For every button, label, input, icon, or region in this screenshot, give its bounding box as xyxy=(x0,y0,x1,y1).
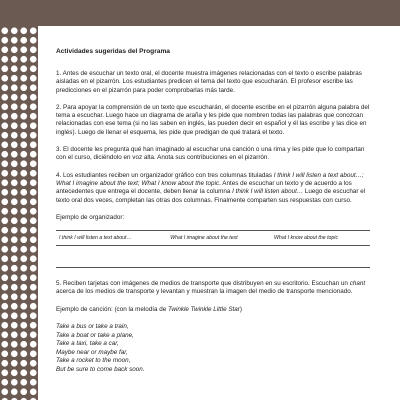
activity-2: 2. Para apoyar la comprensión de un texto que escucharán, el docente escribe en el pizarrón alguna palabra del tema a escuchar. Luego hace un diagrama de araña y les pide que nombren todas las palabras que conozcan relacionadas con ese tema (si no las saben en inglés, las pueden decir en español y él las escribe y las dice en inglés). Luego de llenar el esquema, les pide que predigan de qué tratará el texto. xyxy=(56,103,370,136)
activity-4-text-c: . Antes de escuchar un texto y de acuerdo a los antecedentes que entrega el docente, deben llenar la columna xyxy=(56,179,352,196)
song-lyrics xyxy=(56,323,370,375)
organizer-header-2: What I imagine about the text xyxy=(167,231,271,246)
organizer-cell xyxy=(167,246,271,268)
activity-5-chant: chant xyxy=(349,280,366,288)
organizer-label: Ejemplo de organizador: xyxy=(56,213,125,221)
organizer-header-1: I think I will listen a text about… xyxy=(56,231,167,246)
activity-4-text-a: 4. Los estudiantes reciben un organizador gráfico con tres columnas tituladas xyxy=(56,171,274,179)
song-line: Take a boat or take a plane, xyxy=(56,331,134,339)
organizer-empty-row xyxy=(56,246,370,268)
activity-5-text-c: acerca de los medios de transporte y levantan y muestran la imagen del medio de transporte mencionado. xyxy=(56,288,353,296)
activity-4-text-e: Luego de escuchar el texto oral dos veces, completan las otras dos columnas. Finalmente comparten sus respuestas con curso. xyxy=(56,188,366,204)
activity-4-first-column: I think I will listen about… xyxy=(232,188,304,196)
organizer-cell xyxy=(56,246,167,268)
song-line: But be sure to come back soon. xyxy=(56,366,145,374)
activity-4-column-titles: I think I will listen a text about…; What I imagine about the text; What I know about the topic xyxy=(56,171,364,187)
song-label xyxy=(56,306,370,314)
dotted-margin-pattern xyxy=(0,26,38,400)
top-border-band xyxy=(0,0,400,26)
activity-5-text-a: 5. Reciben tarjetas con imágenes de medios de transporte que distribuyen en su escritorio. Escuchan un xyxy=(56,280,350,288)
song-label-a: Ejemplo de canción: (con la melodía de xyxy=(56,305,169,313)
organizer-cell xyxy=(271,246,370,268)
document-title: Actividades sugeridas del Programa xyxy=(56,48,170,55)
song-label-c: ) xyxy=(239,305,242,313)
song-melody: Twinkle Twinkle Little Star xyxy=(168,305,240,313)
song-line: Take a taxi, take a car, xyxy=(56,340,119,348)
song-line: Take a bus or take a train, xyxy=(56,323,129,331)
document-page xyxy=(38,26,400,400)
activity-4 xyxy=(56,172,370,205)
organizer-header-3: What I know about the topic xyxy=(271,231,370,246)
song-line: Take a rocket to the moon, xyxy=(56,357,131,365)
activity-1: 1. Antes de escuchar un texto oral, el docente muestra imágenes relacionadas con el texto o escribe palabras aisladas en el pizarrón. Los estudiantes predicen el tema del texto que escucharán. El profesor escribe las predicciones en el pizarrón para poder comprobarlas más tarde. xyxy=(56,70,362,94)
song-line: Maybe near or maybe far, xyxy=(56,348,128,356)
activity-5 xyxy=(56,280,370,297)
activity-3: 3. El docente les pregunta qué han imaginado al escuchar una canción o una rima y les pide que lo compartan con el curso, diciéndolo en voz alta. Anota sus contribuciones en el pizarrón. xyxy=(56,146,365,162)
graphic-organizer-table xyxy=(56,230,370,268)
